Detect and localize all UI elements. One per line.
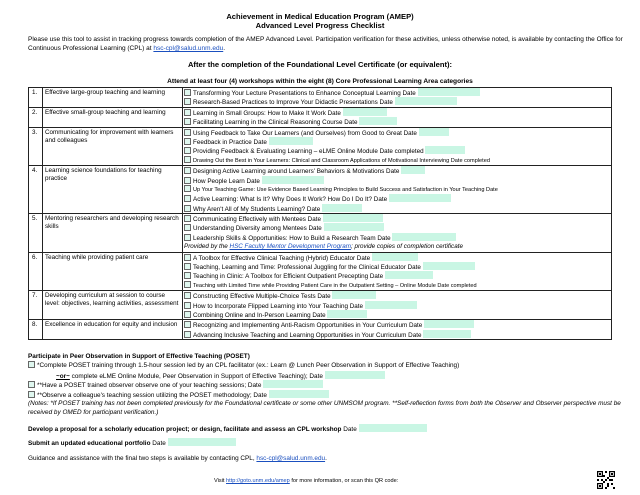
- category-number: 4.: [29, 166, 43, 214]
- checkbox[interactable]: [184, 205, 191, 212]
- checkbox[interactable]: [184, 185, 191, 192]
- date-field[interactable]: [395, 97, 457, 105]
- workshop-item: [183, 262, 611, 271]
- checkbox[interactable]: [184, 234, 191, 241]
- checkbox[interactable]: [184, 109, 191, 116]
- workshop-item: [183, 233, 611, 242]
- workshop-list: [183, 166, 612, 214]
- workshop-item: [183, 146, 611, 155]
- workshop-title: Feedback in Practice Date: [193, 138, 267, 146]
- workshop-item: [183, 281, 611, 290]
- workshop-title: How People Learn Date: [193, 177, 260, 185]
- footer-text: Visit: [214, 478, 227, 484]
- checkbox[interactable]: [28, 381, 35, 388]
- workshop-item: [183, 204, 611, 213]
- note-text: Provided by the: [184, 243, 230, 251]
- checkbox[interactable]: [184, 254, 191, 261]
- workshop-item: [183, 223, 611, 232]
- table-row: [29, 214, 612, 253]
- or-label: ~or~: [56, 372, 70, 380]
- workshop-title: Why Aren't All of My Students Learning? Date: [193, 205, 321, 213]
- date-field[interactable]: [324, 223, 384, 231]
- category-number: 8.: [29, 320, 43, 340]
- portfolio-text: Submit an updated educational portfolio: [28, 440, 151, 447]
- date-field[interactable]: [423, 262, 475, 270]
- checkbox[interactable]: [184, 177, 191, 184]
- checkbox[interactable]: [28, 391, 35, 398]
- poset-item-observed: [28, 380, 628, 389]
- workshop-list: [183, 214, 612, 253]
- workshop-title: Learning in Small Groups: How to Make It Work Date: [193, 109, 341, 117]
- workshop-item: [183, 185, 611, 194]
- table-row: [29, 166, 612, 214]
- intro-text: Please use this tool to assist in tracking progress towards completion of the AMEP Advanced Level. Participation verification for these activities, unless otherwise noted, is available by contacting the Office for Continuous Professional Learning (CPL) at: [28, 36, 623, 52]
- category-name: Excellence in education for equity and inclusion: [43, 320, 183, 340]
- date-field[interactable]: [418, 88, 480, 96]
- date-field[interactable]: [332, 291, 376, 299]
- category-name: Effective large-group teaching and learning: [43, 88, 183, 108]
- checkbox[interactable]: [184, 118, 191, 125]
- workshop-title: Leadership Skills & Opportunities: How to Build a Research Team Date: [193, 234, 391, 242]
- workshop-list: [183, 252, 612, 291]
- workshop-item: [183, 108, 611, 117]
- date-field[interactable]: [269, 137, 313, 145]
- checkbox[interactable]: [184, 302, 191, 309]
- category-name: Mentoring researchers and developing research skills: [43, 214, 183, 253]
- workshop-item: [183, 156, 611, 165]
- category-name: Developing curriculum at session to course level: objectives, learning activities, assessment: [43, 291, 183, 320]
- workshop-title: Recognizing and Implementing Anti-Racism Opportunities in Your Curriculum Date: [193, 322, 423, 330]
- workshop-title: Teaching in Clinic: A Toolbox for Efficient Outpatient Precepting Date: [193, 273, 384, 281]
- date-field[interactable]: [425, 146, 465, 154]
- portfolio-date-label: Date: [152, 440, 166, 447]
- date-field[interactable]: [263, 380, 323, 388]
- checkbox[interactable]: [184, 98, 191, 105]
- workshop-list: [183, 107, 612, 127]
- proposal-text: Develop a proposal for a scholarly education project; or design, facilitate and assess an CPL workshop: [28, 426, 342, 433]
- date-field[interactable]: [424, 320, 474, 328]
- workshop-item: [183, 137, 611, 146]
- date-field[interactable]: [327, 310, 367, 318]
- checkbox[interactable]: [184, 147, 191, 154]
- core-areas-table: [28, 87, 612, 340]
- mentor-program-link[interactable]: HSC Faculty Mentor Development Program: [229, 243, 351, 251]
- checkbox[interactable]: [184, 89, 191, 96]
- workshop-item: [183, 97, 611, 106]
- date-field[interactable]: [325, 371, 385, 379]
- checkbox[interactable]: [184, 156, 191, 163]
- poset-notes: (Notes: *If POSET training has not been completed previously for the Foundational certificate or some other UNMSOM program. **Self-reflection forms from both the Observer and Observer perspective must be received by OMED for participant verification.): [28, 399, 621, 416]
- workshop-title: Drawing Out the Best in Your Learners: Clinical and Classroom Applications of Motivational Interviewing Date completed: [193, 157, 490, 164]
- date-field[interactable]: [323, 214, 383, 222]
- footer-text-end: for more information, or scan this QR code:: [289, 478, 399, 484]
- table-row: [29, 320, 612, 340]
- workshop-item: [183, 271, 611, 280]
- workshop-list: [183, 291, 612, 320]
- category-number: 3.: [29, 127, 43, 166]
- workshop-item: [183, 176, 611, 185]
- checkbox[interactable]: [184, 167, 191, 174]
- table-row: [29, 107, 612, 127]
- workshop-title: Advancing Inclusive Teaching and Learning Opportunities in Your Curriculum Date: [193, 331, 422, 339]
- date-field[interactable]: [343, 108, 387, 116]
- date-field[interactable]: [419, 128, 449, 136]
- date-field[interactable]: [401, 166, 425, 174]
- date-field[interactable]: [389, 194, 451, 202]
- poset-line-text: *Complete POSET training through 1.5-hour session led by an CPL facilitator (ex.: Learn @ Lunch Peer Observation in Support of Effective Teaching): [37, 362, 460, 370]
- workshop-title: Teaching, Learning and Time: Professional Juggling for the Clinical Educator Date: [193, 264, 421, 272]
- poset-line-text: **Observe a colleague's teaching session utilizing the POSET methodology; Date: [37, 391, 267, 399]
- workshop-item: [183, 301, 611, 310]
- proposal-line: [28, 424, 628, 433]
- table-row: [29, 127, 612, 166]
- date-field[interactable]: [372, 253, 418, 261]
- note-text-end: ; provide copies of completion certificate: [350, 243, 463, 251]
- workshop-title: Teaching with Limited Time while Providing Patient Care in the Outpatient Setting – Online Module Date completed: [193, 282, 477, 289]
- workshop-item: [183, 253, 611, 262]
- workshop-title: How to Incorporate Flipped Learning into Your Teaching Date: [193, 302, 364, 310]
- workshop-list: [183, 88, 612, 108]
- table-row: [29, 291, 612, 320]
- workshop-title: Communicating Effectively with Mentees Date: [193, 216, 321, 224]
- workshop-item: [183, 291, 611, 300]
- workshop-title: Research-Based Practices to Improve Your Didactic Presentations Date: [193, 99, 393, 107]
- poset-line-text: complete eLME Online Module, Peer Observation in Support of Effective Teaching); Date: [69, 372, 323, 380]
- workshop-title: Up Your Teaching Game: Use Evidence Based Learning Principles to Build Success and Satisfaction in Your Teaching Date: [193, 186, 498, 193]
- workshop-title: Transforming Your Lecture Presentations to Enhance Conceptual Learning Date: [193, 90, 416, 97]
- workshop-title: Providing Feedback & Evaluating Learning – eLME Online Module Date completed: [193, 148, 424, 156]
- category-number: 6.: [29, 252, 43, 291]
- date-field[interactable]: [359, 117, 397, 125]
- workshop-item: [183, 310, 611, 319]
- workshop-title: Combining Online and In-Person Learning Date: [193, 311, 326, 319]
- workshop-title: Facilitating Learning in the Clinical Reasoning Course Date: [193, 119, 358, 127]
- date-field[interactable]: [168, 438, 236, 446]
- checkbox[interactable]: [184, 215, 191, 222]
- workshop-item: [183, 166, 611, 175]
- workshop-title: Using Feedback to Take Our Learners (and Ourselves) from Good to Great Date: [193, 129, 417, 137]
- category-number: 1.: [29, 88, 43, 108]
- checkbox[interactable]: [184, 331, 191, 338]
- workshop-item: [183, 214, 611, 223]
- category-number: 2.: [29, 107, 43, 127]
- workshop-item: [183, 194, 611, 203]
- checkbox[interactable]: [184, 138, 191, 145]
- checkbox[interactable]: [184, 292, 191, 299]
- workshop-item: [183, 128, 611, 137]
- poset-item-training: [28, 361, 628, 370]
- category-name: Communicating for improvement with learners and colleagues: [43, 127, 183, 166]
- workshop-item: [183, 320, 611, 329]
- date-field[interactable]: [262, 176, 324, 184]
- footer-link[interactable]: http://goto.unm.edu/amep: [226, 478, 290, 484]
- guidance-text: Guidance and assistance with the final two steps is available by contacting CPL,: [28, 455, 257, 462]
- category-number: 5.: [29, 214, 43, 253]
- date-field[interactable]: [423, 330, 471, 338]
- intro-paragraph: [28, 35, 628, 53]
- category-name: Effective small-group teaching and learning: [43, 107, 183, 127]
- portfolio-line: [28, 438, 628, 447]
- table-row: [29, 88, 612, 108]
- table-heading: Attend at least four (4) workshops within the eight (8) Core Professional Learning Area categories: [167, 78, 473, 85]
- guidance-email-link[interactable]: hsc-cpl@salud.unm.edu: [256, 455, 326, 462]
- intro-text-end: .: [223, 45, 226, 52]
- workshop-list: [183, 320, 612, 340]
- poset-section: [28, 352, 628, 417]
- workshop-title: Designing Active Learning around Learners' Behaviors & Motivations Date: [193, 168, 400, 176]
- date-field[interactable]: [322, 204, 362, 212]
- date-field[interactable]: [392, 233, 456, 241]
- category-name: Teaching while providing patient care: [43, 252, 183, 291]
- document-subtitle: Advanced Level Progress Checklist: [255, 21, 385, 30]
- workshop-item: [183, 330, 611, 339]
- checkbox[interactable]: [184, 129, 191, 136]
- checkbox[interactable]: [184, 281, 191, 288]
- workshop-list: [183, 127, 612, 166]
- date-field[interactable]: [365, 301, 417, 309]
- category-number: 7.: [29, 291, 43, 320]
- table-row: [29, 252, 612, 291]
- poset-item-observe-colleague: [28, 390, 628, 399]
- guidance-line: [28, 455, 628, 462]
- date-field[interactable]: [385, 271, 433, 279]
- workshop-item: [183, 117, 611, 126]
- checkbox[interactable]: [28, 361, 35, 368]
- checkbox[interactable]: [184, 224, 191, 231]
- date-field[interactable]: [359, 424, 427, 432]
- foundational-heading: After the completion of the Foundational Level Certificate (or equivalent):: [187, 60, 453, 69]
- checkbox[interactable]: [184, 311, 191, 318]
- checkbox[interactable]: [184, 195, 191, 202]
- proposal-date-label: Date: [343, 426, 357, 433]
- poset-line-text: **Have a POSET trained observer observe one of your teaching sessions; Date: [37, 382, 262, 390]
- poset-item-elme: [28, 371, 628, 380]
- guidance-end: .: [325, 455, 327, 462]
- date-field[interactable]: [269, 390, 329, 398]
- document-title: Achievement in Medical Education Program (AMEP): [226, 12, 414, 21]
- workshop-title: Active Learning: What Is It? Why Does It Work? How Do I Do It? Date: [193, 196, 388, 204]
- category-name: Learning science foundations for teaching practice: [43, 166, 183, 214]
- category-note: [183, 242, 611, 251]
- workshop-title: Understanding Diversity among Mentees Date: [193, 225, 322, 233]
- workshop-title: A Toolbox for Effective Clinical Teaching (Hybrid) Educator Date: [193, 254, 371, 262]
- workshop-item: [183, 88, 611, 97]
- poset-heading: Participate in Peer Observation in Support of Effective Teaching (POSET): [28, 353, 250, 360]
- checkbox[interactable]: [184, 321, 191, 328]
- checkbox[interactable]: [184, 263, 191, 270]
- checkbox[interactable]: [184, 272, 191, 279]
- workshop-title: Constructing Effective Multiple-Choice Tests Date: [193, 293, 331, 301]
- footer-line: [214, 478, 594, 484]
- intro-email-link[interactable]: hsc-cpl@salud.unm.edu: [153, 45, 224, 52]
- qr-code-icon[interactable]: [597, 471, 615, 489]
